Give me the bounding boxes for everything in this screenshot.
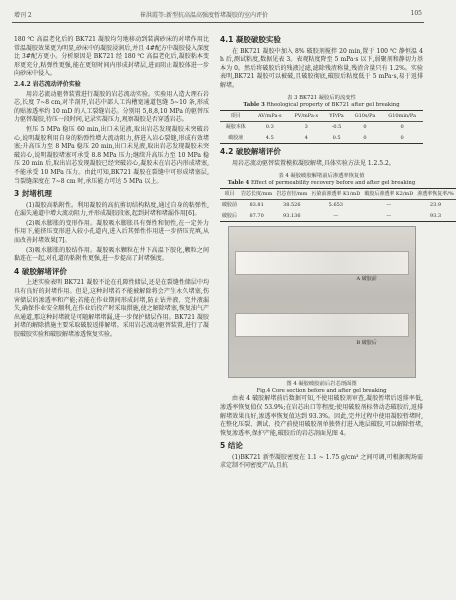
table-cell: —	[386, 202, 392, 209]
journal-issue: 增刊 2	[14, 12, 32, 19]
table-cell: 3	[304, 124, 308, 131]
table-cell: 93.3	[429, 212, 442, 219]
table-cell: 破胶前	[222, 202, 238, 209]
table3-caption	[220, 95, 423, 109]
table-header-cell: G10min/Pa	[381, 110, 423, 122]
paragraph: (1)BK721 新型凝胶密度在 1.1 ~ 1.75 g/cm³ 之间可调,可根据现场需求定制不同密度产品,且抗	[220, 453, 423, 470]
core-slab-after	[235, 313, 409, 337]
subsection-heading: 4.1 凝胶破胶实验	[220, 35, 281, 44]
table-cell: 4.5	[265, 134, 274, 141]
table-cell: —	[333, 212, 339, 219]
table-row	[220, 211, 456, 222]
table-header-cell: 项目	[220, 188, 239, 200]
section-heading: 5 结论	[220, 441, 243, 451]
photo-label-after: B 破胶后	[356, 340, 377, 347]
table-cell: 23.9	[429, 202, 442, 209]
figure-caption	[220, 381, 423, 395]
header-rule	[12, 22, 424, 23]
table-header-cell: PV/mPa·s	[288, 110, 324, 122]
table-row	[220, 133, 423, 144]
paragraph: 恒压 5 MPa 稳压 60 min,出口未见液,取出岩芯发现凝胶未突破岩心,说明凝胶利用自身的粘弹性增大流动阻力,挤进入岩心裂缝,形成有效堵塞;升高压力至 8 MPa 稳压 20 min,出口未见液,取出岩芯发现凝胶未突破岩心,说明凝胶堵塞可承受 8.8 MPa 压力;继续升高压力至 10 MPa 稳压 20 min 后,取出岩芯发现凝胶已经突破岩心,凝胶未在岩芯内形成堵塞,不能承受 10 MPa 压力。由此可知,BK721 凝胶在裂缝中可形成堵塞层,当裂缝深度在 7~8 cm 时,承压能力可达 5 MPa 以上。	[14, 125, 209, 185]
running-title: 崔洪霞等:新型抗高温高强度暂堵凝胶的室内评价	[140, 12, 269, 19]
table-cell: 0	[363, 124, 367, 131]
table-row	[220, 200, 456, 211]
subsection-heading: 2.4.2 岩芯流动评价实验	[14, 80, 81, 88]
right-column	[220, 35, 454, 472]
table-3	[220, 110, 423, 145]
table-cell: 38.526	[283, 202, 301, 209]
table-cell: 0	[400, 134, 404, 141]
paragraph: 上述实验表明 BK721 凝胶不论在孔隙性储层,还是在裂缝性储层中均具有良好的封堵作用。但是,这种封堵若不能被解除将会产生永久堵塞,伤害储层的渗透率和产能;若能在作业期间形成封堵,防止钻井液、完井液漏失,确保作业安全顺利,在作业后投产时采取措施,使之解除堵塞,恢复油气产出通道,那这种封堵就是可随解堵堵漏,进一步保护储层作用。BK721 凝胶封堵的解除措施主要采取破胶返排解堵。采用岩芯流动驱替装置,进行了凝胶破胶实验和破胶解堵渗透恢复实验。	[14, 279, 209, 338]
table-cell: 83.81	[249, 202, 264, 209]
core-section-photo	[228, 226, 416, 378]
left-column	[14, 36, 209, 341]
table4-caption-cn: 表 4 凝胶破胶解堵前后渗透率恢复值	[278, 172, 365, 179]
table-cell: -0.5	[331, 124, 342, 131]
figure-caption-en: Fig.4 Core section before and after gel breaking	[256, 388, 387, 395]
table-cell: 0.3	[265, 124, 274, 131]
table-cell: 93.136	[283, 212, 301, 219]
paragraph: 用岩芯流动驱替装置模拟凝胶解堵,具体实验方法见 1.2.5.2。	[232, 159, 395, 167]
paragraph: (3)吸水膨胀的胶结作用。凝胶吸水颗粒在井下高温下胶化,颗粒之间黏连在一起,对孔道的粘附性更强,进一步提高了封堵强度。	[14, 246, 209, 263]
table-header-cell: 项目	[220, 110, 252, 122]
table4-caption	[220, 173, 423, 187]
page-number: 105	[410, 10, 422, 17]
photo-label-before: A 破胶前	[356, 276, 377, 283]
table4-label: Table 4	[227, 179, 250, 186]
table-cell: 0	[400, 124, 404, 131]
table-header-cell: 污染前渗透率 K1/mD	[309, 188, 362, 200]
page-header	[0, 6, 436, 26]
paragraph: 180 ℃ 高温老化后的 BK721 凝胶均匀地移动到装满砂床的对堵作用比常温凝胶效果更为明显,砂床中的凝胶浸润后,并且 4#配方中凝胶侵入深度比 3#配方更小。分析原因是 BK721 经 180 ℃ 高温老化后,凝胶粘本变形更充分,粘弹性更强,能在更短时间内形成封堵层,进而阻止凝胶体进一步向砂床中侵入。	[14, 36, 209, 78]
paragraph: (2)吸水膨胀的变形作用。凝胶吸水膨胀具有弹性和韧性,在一定外力作用下,能挤压变形进入较小孔道内,进入后其弹性作用进一步挤压充填,从而改善封堵效果[7]。	[14, 219, 209, 245]
figure-caption-cn: 图 4 凝胶破胶前后岩芯剖面图	[286, 381, 357, 388]
table-header-cell: 破胶后渗透率 K2/mD	[362, 188, 415, 200]
table-cell: 4	[304, 134, 308, 141]
table-header-cell: 岩芯直径/mm	[274, 188, 309, 200]
table-header-cell: YP/Pa	[324, 110, 348, 122]
table3-caption-en	[220, 102, 423, 109]
subsection-heading: 4.2 破胶解堵评价	[220, 147, 281, 157]
table-cell: 5.653	[328, 202, 343, 209]
table-cell: 87.70	[249, 212, 264, 219]
table-cell: 0	[363, 134, 367, 141]
paragraph: (1)凝胶高粘附性。利用凝胶的高抗剪切结构粘度,通过自身的粘弹性,在漏失通道中增大流动阻力,并形成凝胶段塞,起到封堵和堵漏作用[6]。	[14, 201, 209, 218]
table4-title: Effect of permeability recovery before and after gel breaking	[250, 179, 416, 186]
table-cell: 破胶后	[222, 212, 238, 219]
table-4	[220, 188, 456, 223]
table-header-cell: 渗透率恢复率/%	[415, 188, 455, 200]
table-row	[220, 122, 423, 133]
section-heading: 4 破胶解堵评价	[14, 266, 67, 276]
paragraph: 由表 4 破胶解堵前后数据可知,不使用破胶剂审查,凝胶暂堵后返排率低,渗透率恢复值仅 53.9%;在岩芯出口等程度;使用破胶剂标替动态破胶后,返排解堵效果良好,渗透率恢复值达到 93.3%。因此,完井过程中使用凝胶暂堵时,在整化压裂、测试、投产前使用破胶剂单独替打进入地层破胶,可以解除暂堵,恢复渗透率,保护产能,破胶后的岩芯剖面见图 4。	[220, 395, 423, 437]
table-cell: 凝胶本体	[225, 124, 246, 131]
table-cell: 破胶液	[228, 134, 244, 141]
table3-label: Table 3	[243, 101, 265, 108]
paragraph: 在 BK721 凝胶中加入 8% 破胶剂搅拌 20 min,置于 100 ℃ 静恒温 4 h 后,测试粘度,数据见表 3。表观粘度降至 5 mPa·s 以下,弱聚剂和静切力基本为 0。然后将破胶后的残液过滤,滤除残渣称量,残渣含量只有 1.2%。实验表明,BK721 凝胶可以被破,且破胶彻底,破胶后粘度低于 5 mPa·s,易于返排解堵。	[220, 47, 423, 89]
table-header-cell: 岩芯长度/mm	[239, 188, 274, 200]
table4-caption-en	[220, 180, 423, 187]
table-header-cell: AV/mPa·s	[252, 110, 288, 122]
table-cell: —	[386, 212, 392, 219]
table-cell: 0.5	[332, 134, 341, 141]
table3-caption-cn: 表 3 BK721 凝胶后的流变性	[287, 94, 356, 101]
table-header-cell: G10s/Pa	[349, 110, 382, 122]
core-slab-before	[235, 251, 409, 275]
table3-title: Rheological property of BK721 after gel breaking	[266, 101, 400, 108]
section-heading: 3 封堵机理	[14, 189, 52, 199]
paragraph: 用岩芯流动驱替装置进行凝胶的岩芯流动实验。实验用人造大理石岩芯,长度 7~8 cm,对半剖开,岩芯中部人工沟槽宽通道包缝 5~10 条,形成的贴渗透率约 10 mD 的人工裂缝岩芯。分别用 5,8,8,10 MPa 的驱替压力驱替凝胶,待压一段时间,记录实凝压力,观察凝胶是否穿透岩芯。	[14, 90, 209, 124]
